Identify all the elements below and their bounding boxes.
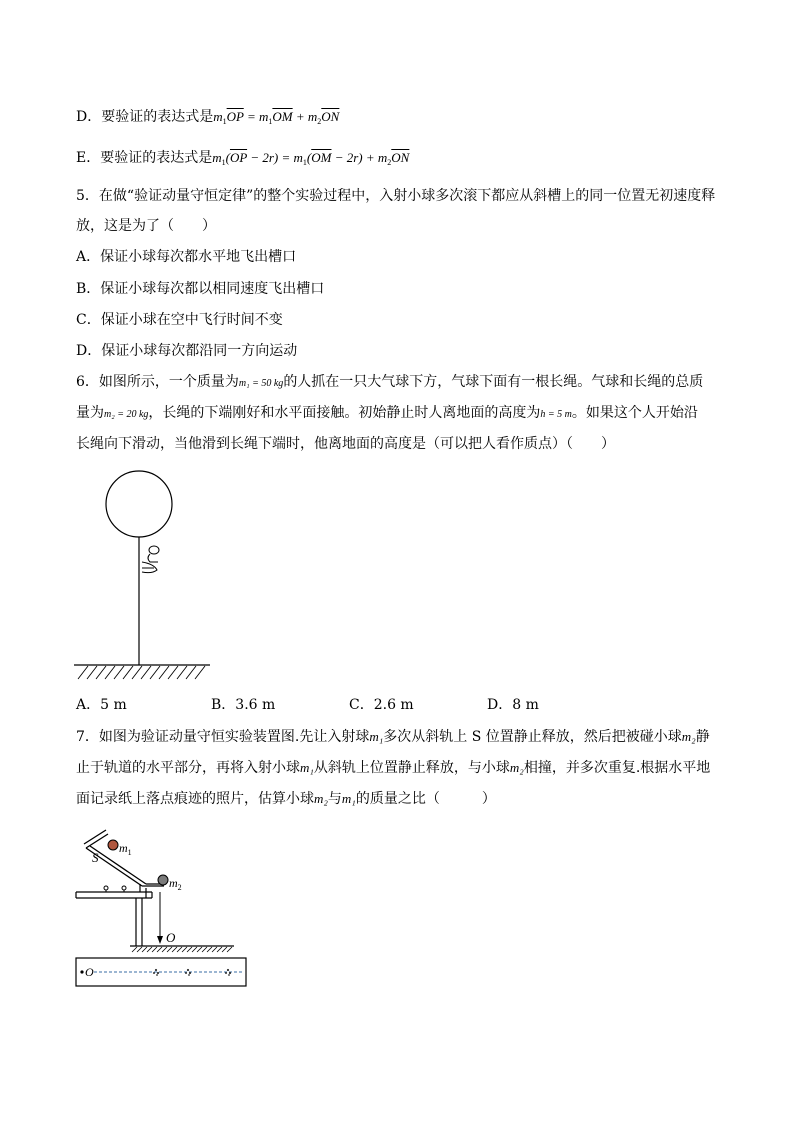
q7-apparatus-figure: [72, 822, 252, 990]
ball-m1: [108, 840, 118, 850]
q4-option-e: [76, 148, 409, 173]
q7-stem-line1: [76, 727, 710, 747]
q7-m2-c: m₂: [314, 791, 328, 806]
q7-text-2b: 从斜轨上位置静止释放，与小球: [313, 760, 510, 776]
q7-text-3c: 的质量之比（ ）: [355, 791, 496, 807]
label-s: S: [92, 850, 99, 865]
label-o-strip: O: [85, 965, 94, 979]
label-o-top: O: [166, 930, 176, 945]
q7-stem-line2: [76, 758, 710, 778]
q4-option-e-prefix: E．要验证的表达式是: [76, 150, 213, 166]
q6-option-b: B．3.6 m: [211, 697, 276, 713]
q5-option-b: B．保证小球每次都以相同速度飞出槽口: [76, 281, 325, 297]
q7-text-3a: 面记录纸上落点痕迹的照片，估算小球: [76, 791, 314, 807]
q6-stem-line3: 长绳向下滑动，当他滑到长绳下端时，他离地面的高度是（可以把人看作质点）（ ）: [76, 436, 615, 452]
q7-m1-b: m₁: [300, 760, 314, 775]
person-figure: [142, 546, 159, 573]
q6-balloon-figure: [70, 470, 215, 685]
q7-text-3b: 与: [327, 791, 342, 807]
q7-text-2c: 相撞，并多次重复.根据水平地: [523, 760, 711, 776]
ball-m2: [158, 875, 168, 885]
q5-stem-line2: 放，这是为了（ ）: [76, 218, 216, 234]
q5-option-a: A．保证小球每次都水平地飞出槽口: [76, 249, 297, 265]
floor-hatch: [132, 947, 232, 952]
q7-text-1b: 多次从斜轨上 S 位置静止释放，然后把被碰小球: [383, 729, 682, 745]
q6-text-2b: ，长绳的下端刚好和水平面接触。初始静止时人离地面的高度为: [148, 405, 541, 421]
q4-option-d-formula: $m_1\overline{OP} = m_1\overline{OM} + m_2\overline{ON}$: [213, 109, 340, 126]
clamps: [104, 886, 126, 892]
table: [76, 884, 152, 946]
q6-option-d: D．8 m: [487, 697, 539, 713]
q7-stem-line3: [76, 789, 496, 809]
q6-text-2a: 量为: [76, 405, 104, 421]
q6-mass-balloon: m₂ = 20 kg: [104, 409, 149, 420]
ground-hatch: [78, 666, 205, 679]
q6-option-c: C．2.6 m: [349, 697, 414, 713]
q7-text-2a: 止于轨道的水平部分，再将入射小球: [76, 760, 300, 776]
q6-height: h = 5 m: [540, 409, 572, 420]
q4-option-d: [76, 107, 339, 132]
q7-m2-b: m₂: [509, 760, 524, 775]
q6-stem-line2: [76, 403, 698, 425]
q6-stem-line1: [76, 372, 703, 394]
q7-text-1a: 7．如图为验证动量守恒实验装置图.先让入射球: [76, 729, 370, 745]
q6-text-1a: 6．如图所示，一个质量为: [76, 374, 239, 390]
q5-option-d: D．保证小球每次都沿同一方向运动: [76, 343, 298, 359]
label-m1: $m_1$: [119, 841, 132, 857]
label-m2: $m_2$: [169, 876, 182, 892]
q6-text-2c: 。如果这个人开始沿: [571, 405, 698, 421]
q6-text-1b: 的人抓在一只大气球下方，气球下面有一根长绳。气球和长绳的总质: [283, 374, 704, 390]
q7-m2: m₂: [681, 729, 696, 744]
q4-option-d-prefix: D．要验证的表达式是: [76, 109, 214, 125]
q7-m1-c: m₁: [341, 791, 356, 806]
q7-m1: m₁: [369, 729, 384, 744]
q5-stem-line1: 5．在做“验证动量守恒定律”的整个实验过程中，入射小球多次滚下都应从斜槽上的同一位置无初速度释: [76, 188, 716, 204]
q5-option-c: C．保证小球在空中飞行时间不变: [76, 312, 283, 328]
q6-mass-person: m₁ = 50 kg: [238, 378, 284, 389]
strip-origin-dot: [80, 970, 83, 973]
q7-text-1c: 静: [695, 729, 710, 745]
balloon-circle: [106, 471, 172, 537]
plumb-arrow: [157, 936, 163, 944]
q6-option-a: A．5 m: [76, 697, 127, 713]
q4-option-e-formula: $m_1(\overline{OP} - 2r) = m_1(\overline{OM} - 2r) + m_2\overline{ON}$: [212, 150, 410, 167]
